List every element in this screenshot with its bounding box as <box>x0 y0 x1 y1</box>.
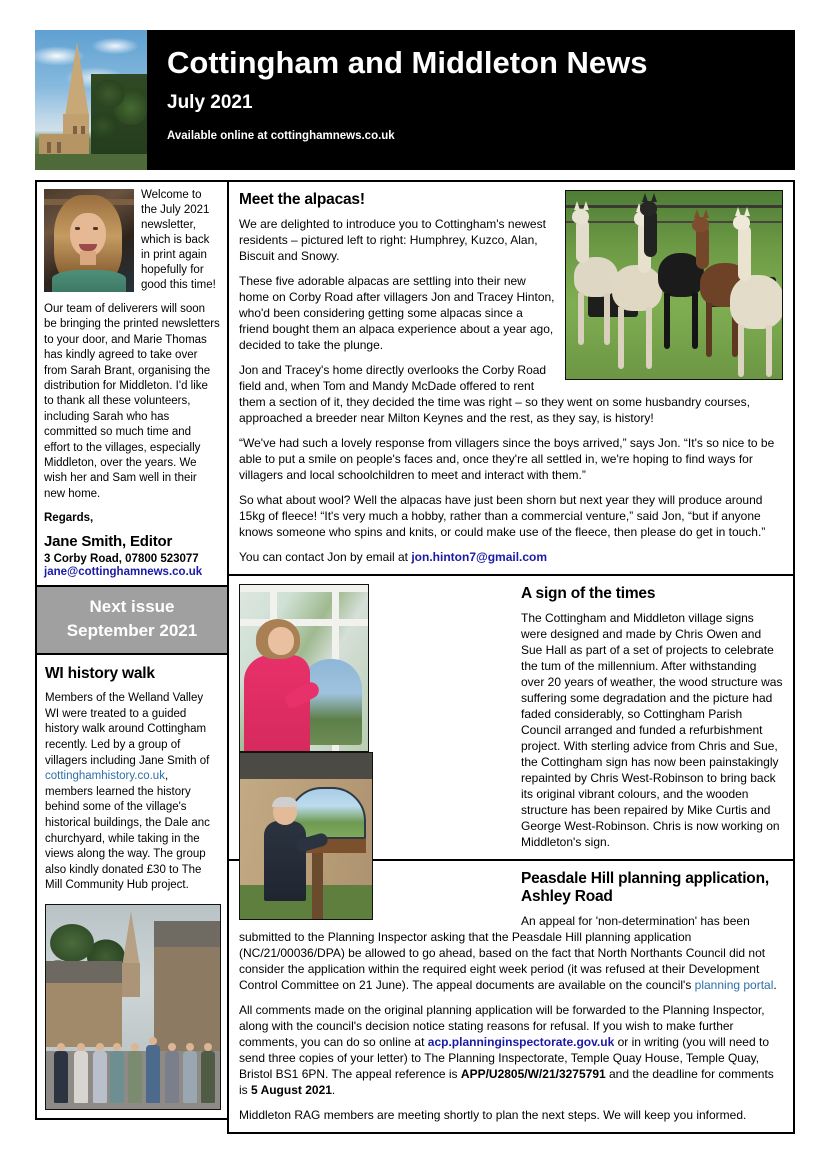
alpacas-section <box>229 182 793 574</box>
man-installing-sign-photo <box>239 752 373 920</box>
editor-contact-details: 3 Corby Road, 07800 523077 <box>44 553 199 566</box>
content-area <box>35 180 795 1134</box>
alpacas-paragraph-5: So what about wool? Well the alpacas have just been shorn but next year they will produce around 15kg of fleece! “It's very much a hobby, rather than a commercial venture,” said Jon, “but if anyone knows someone who spins and knits, or could make use of the fleece, then please do get in touch.” <box>239 493 766 539</box>
wi-group-walk-photo <box>45 904 221 1110</box>
five-alpacas-photo <box>565 190 783 380</box>
signs-section-title: A sign of the times <box>521 585 656 602</box>
alpacas-paragraph-3: Jon and Tracey's home directly overlooks the Corby Road field and, when Tom and Mandy McDade offered to rent them a section of it, they decided the time was right – so they went on some husbandry courses, approached a breeder near Milton Keynes and the rest, as they say, is history! <box>239 363 750 425</box>
page-title: Cottingham and Middleton News <box>167 45 648 80</box>
planning-p2-before: All comments made on the original planning application will be forwarded to the Planning Inspector, along with the council's decision notice stating reasons for refusal. If you wish to make further comments, you can do so online at <box>239 1003 765 1049</box>
planning-p1-before: An appeal for 'non-determination' has been submitted to the Planning Inspector asking that the Peasdale Hill planning application (NC/21/00036/DPA) be allowed to go ahead, based on the fact that North Northants Council did not consider the application within the required eight week period (it was refused at their Development Control Committee on 21 June). The appeal documents are available on the council's <box>239 914 766 992</box>
planning-p1-after: . <box>773 978 777 992</box>
planning-p2-mid2: and the deadline for comments is <box>239 1067 774 1097</box>
issue-date: July 2021 <box>167 92 253 114</box>
editor-body-text: Our team of deliverers will soon be bringing the printed newsletters to your door, and Marie Thomas has kindly agreed to take over from Sarah Brant, organising the distribution for Middleton. I'd like to thank all these volunteers, including Sarah who has committed so much time and effort to the villages, especially Middleton, over the years. We wish her and Sam well in their new home. <box>44 303 220 500</box>
planning-paragraph-1 <box>239 913 783 993</box>
planning-paragraph-2 <box>239 1002 783 1098</box>
planning-p2-mid: or in writing (you will need to send three copies of your letter) to The Planning Inspectorate, Temple Quay House, Temple Quay, Bristol BS1 6PN. The appeal reference is <box>239 1035 769 1081</box>
alpacas-contact-line <box>239 549 783 565</box>
alpacas-paragraph-2: These five adorable alpacas are settling into their new home on Corby Road after villagers Jon and Tracey Hinton, who'd been considering getting some alpacas since a friend bought them an alpaca experience about a year ago, decided to take the plunge. <box>239 274 555 352</box>
masthead-text <box>147 30 795 170</box>
planning-paragraph-3: Middleton RAG members are meeting shortly to plan the next steps. We will keep you informed. <box>239 1108 747 1122</box>
alpacas-contact-prefix: You can contact Jon by email at <box>239 550 412 564</box>
next-issue-label: Next issue <box>89 597 175 617</box>
planning-portal-link[interactable]: planning portal <box>694 978 774 992</box>
planning-p2-after: . <box>331 1083 336 1097</box>
wi-text-after-link: , members learned the history behind some of the village's historical buildings, the Dale anc churchyard, while taking in the views along the way. The group also kindly donated £30 to The Mill Community Hub project. <box>45 770 210 892</box>
alpacas-paragraph-4: “We've had such a lovely response from villagers since the boys arrived,” says Jon. “It's so nice to be able to put a smile on people's faces and, once they're all settled in, we're hoping to find ways for villagers and local schoolchildren to meet and interact with them.” <box>239 436 775 482</box>
masthead <box>35 30 795 170</box>
editor-portrait-photo <box>44 189 134 292</box>
jon-email-link[interactable]: jon.hinton7@gmail.com <box>411 550 548 564</box>
editor-regards: Regards, <box>44 512 94 525</box>
right-column <box>227 180 795 1134</box>
editor-welcome-text: Welcome to the July 2021 newsletter, which is back in print again hopefully for good this time! <box>141 189 216 291</box>
cottinghamhistory-link[interactable]: cottinghamhistory.co.uk <box>45 770 165 783</box>
next-issue-banner <box>37 587 227 655</box>
alpacas-paragraph-1: We are delighted to introduce you to Cottingham's newest residents – pictured left to right: Humphrey, Kuzco, Alan, Biscuit and Snowy. <box>239 217 546 263</box>
online-availability: Available online at cottinghamnews.co.uk <box>167 130 395 143</box>
next-issue-date: September 2021 <box>66 621 198 641</box>
editor-signature: Jane Smith, Editor <box>44 533 173 551</box>
editor-email-link[interactable]: jane@cottinghamnews.co.uk <box>44 566 203 579</box>
church-spire-photo <box>35 30 147 170</box>
alpacas-section-title: Meet the alpacas! <box>239 191 365 208</box>
wi-text-before-link: Members of the Welland Valley WI were treated to a guided history walk around Cottingham recently. Led by a group of villagers including Jane Smith of <box>45 692 210 767</box>
wi-history-walk-section <box>37 655 227 1118</box>
signs-paragraph-1: The Cottingham and Middleton village signs were designed and made by Chris Owen and Sue Hall as part of a set of projects to celebrate the tum of the millennium. After withstanding over 20 years of weather, the wood structure was suffering some degradation and the picture had faded considerably, so Cottingham Parish Council arranged and funded a refurbishment project. With sterling advice from Chris and Sue, the Cottingham sign has now been painstakingly repainted by Chris West-Robinson to bring back its original vibrant colours, and the wooden structure has been repaired by Mike Curtis and George West-Robinson. Chris is now working on Middleton's sign. <box>521 611 783 849</box>
wi-body-text <box>45 691 219 894</box>
woman-painting-sign-photo <box>239 584 369 752</box>
signs-photo-group <box>239 584 511 920</box>
signs-section <box>229 574 793 859</box>
wi-section-title: WI history walk <box>45 665 155 683</box>
editor-letter-section <box>37 182 227 587</box>
planning-section-title: Peasdale Hill planning application, Ashley Road <box>521 870 769 905</box>
left-column <box>35 180 227 1120</box>
comments-deadline: 5 August 2021 <box>251 1083 332 1097</box>
appeal-reference: APP/U2805/W/21/3275791 <box>460 1067 606 1081</box>
planning-inspectorate-link[interactable]: acp.planninginspectorate.gov.uk <box>427 1035 615 1049</box>
